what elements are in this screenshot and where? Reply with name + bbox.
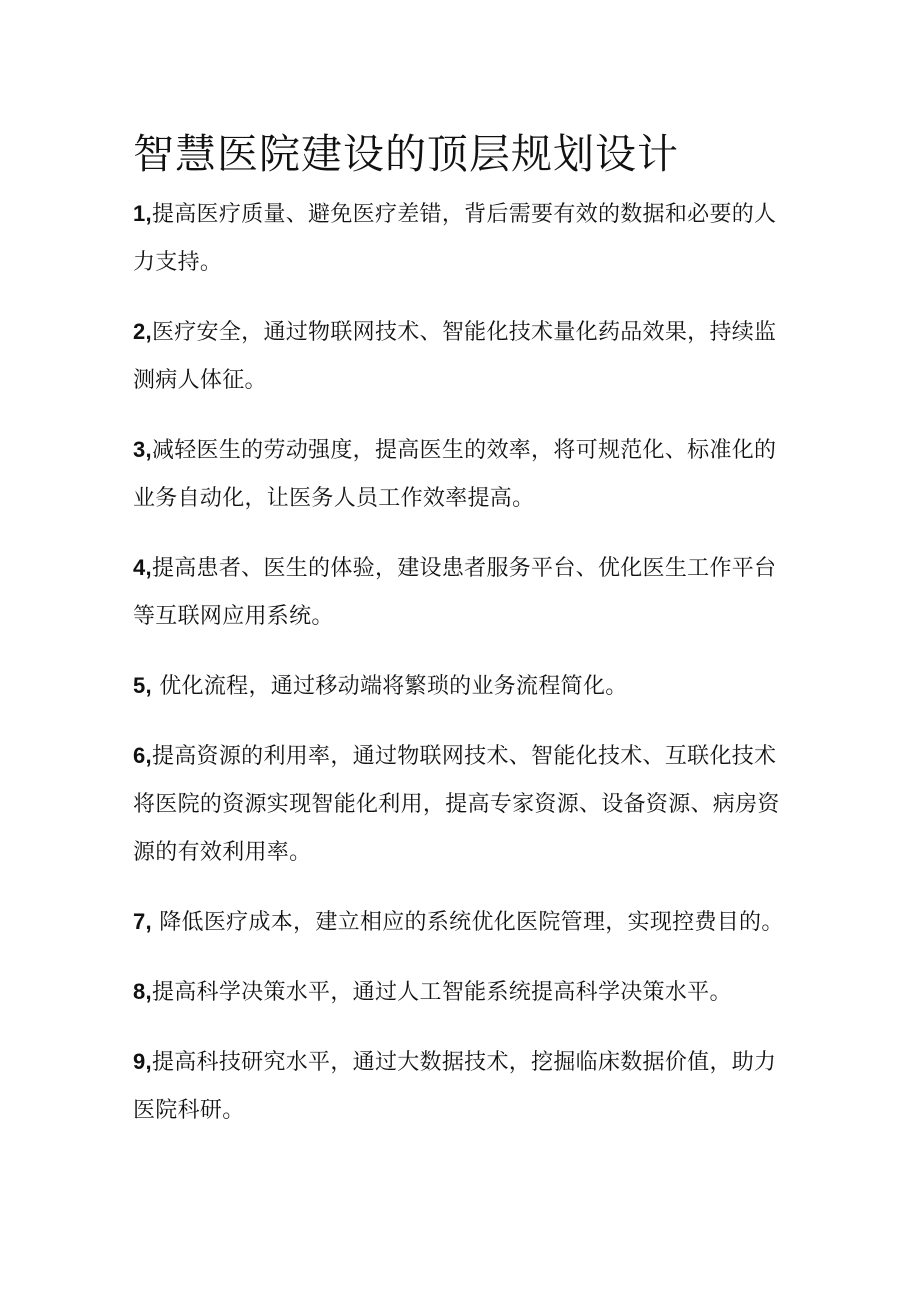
goal-number: 7, xyxy=(133,909,152,934)
goal-text: 减轻医生的劳动强度，提高医生的效率，将可规范化、标准化的业务自动化，让医务人员工作效率提高。 xyxy=(133,438,777,511)
document-title: 智慧医院建设的顶层规划设计 xyxy=(133,130,679,178)
goal-number: 5, xyxy=(133,673,152,698)
goal-item-9 xyxy=(133,1038,793,1135)
goal-text: 医疗安全，通过物联网技术、智能化技术量化药品效果，持续监测病人体征。 xyxy=(133,320,777,393)
goal-text: 提高科技研究水平，通过大数据技术，挖掘临床数据价值，助力医院科研。 xyxy=(133,1050,777,1123)
goal-number: 9, xyxy=(133,1049,152,1074)
goal-text: 提高资源的利用率，通过物联网技术、智能化技术、互联化技术将医院的资源实现智能化利用，提高专家资源、设备资源、病房资源的有效利用率。 xyxy=(133,744,780,865)
goal-text: 提高医疗质量、避免医疗差错，背后需要有效的数据和必要的人力支持。 xyxy=(133,202,777,275)
goal-list xyxy=(133,190,793,1156)
goal-text: 降低医疗成本，建立相应的系统优化医院管理，实现控费目的。 xyxy=(151,910,784,935)
goal-number: 8, xyxy=(133,979,152,1004)
goal-item-4 xyxy=(133,544,793,641)
goal-item-7 xyxy=(133,898,793,947)
goal-item-5 xyxy=(133,662,793,711)
goal-text: 优化流程，通过移动端将繁琐的业务流程简化。 xyxy=(151,674,628,699)
goal-item-1 xyxy=(133,190,793,287)
goal-item-2 xyxy=(133,308,793,405)
goal-text: 提高科学决策水平，通过人工智能系统提高科学决策水平。 xyxy=(151,980,732,1005)
goal-number: 2, xyxy=(133,319,152,344)
goal-item-6 xyxy=(133,732,793,877)
goal-item-3 xyxy=(133,426,793,523)
goal-text: 提高患者、医生的体验，建设患者服务平台、优化医生工作平台等互联网应用系统。 xyxy=(133,556,777,629)
goal-number: 4, xyxy=(133,555,152,580)
goal-number: 6, xyxy=(133,743,152,768)
goal-number: 3, xyxy=(133,437,152,462)
goal-number: 1, xyxy=(133,201,152,226)
goal-item-8 xyxy=(133,968,793,1017)
